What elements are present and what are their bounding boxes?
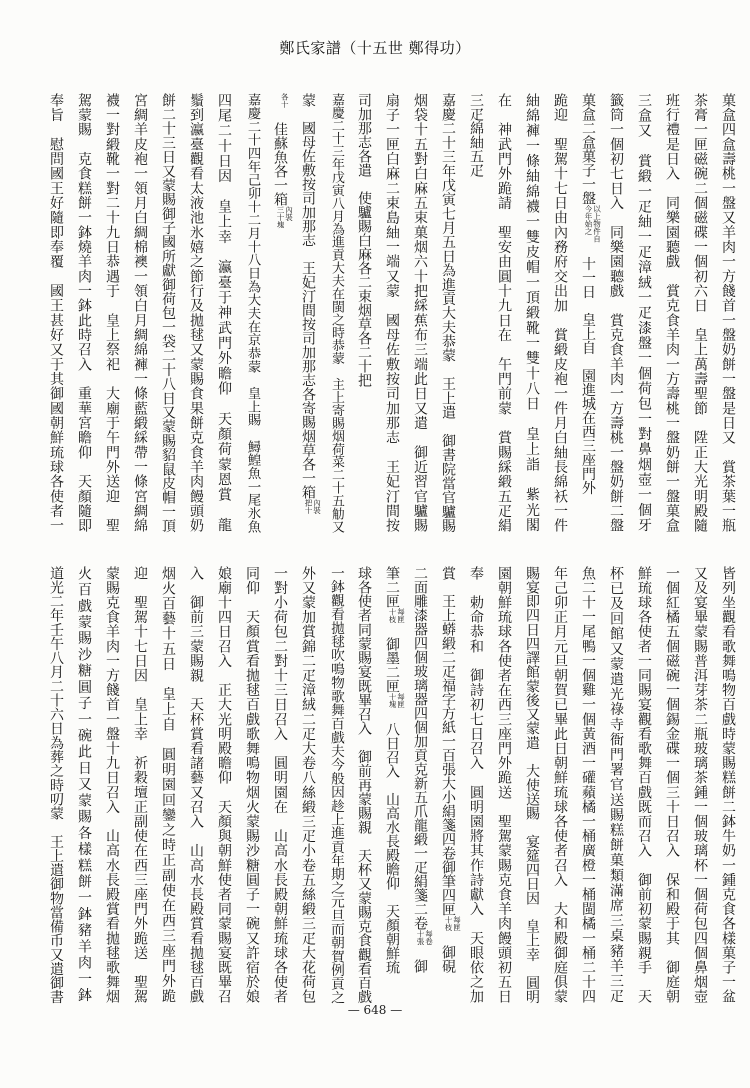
- text-segment: 又及宴畢蒙賜普洱芽茶二瓶玻璃茶鍾一個玻璃杯一個荷包四個鼻烟壺: [692, 566, 708, 1004]
- interlinear-note: [584, 205, 601, 243]
- note-line: 每匣: [396, 693, 406, 708]
- text-segment: 嘉慶二十三年戊寅七月五日為進貢大夫恭蒙 王上遣 御書院當官驢賜: [440, 93, 456, 533]
- column-text: [356, 93, 372, 387]
- column-text: [664, 93, 680, 533]
- column-text: [412, 93, 428, 533]
- column-text: [104, 93, 120, 533]
- text-segment: 菓盒二盒菓子一盤: [580, 93, 596, 205]
- text-segment: 二面雕漆器四個玻璃器四個加貢克新五爪龍緞一疋絹箋二卷: [412, 566, 428, 930]
- text-segment: 娘廟十四日召入 正大光明殿瞻仰 天顏與朝鮮使者同蒙賜宴既畢召: [216, 566, 232, 1004]
- text-segment: 扇子一匣白麻二束島紬一端又蒙 國母佐敷按司加那志 王妃汀間按: [384, 93, 400, 534]
- text-segment: 外又蒙加賞錦二疋漳絨二疋大卷八絲緞三疋小卷五絲緞三疋大花荷包: [300, 566, 316, 1004]
- column-text: [496, 566, 512, 1004]
- text-segment: 賜宴即四日四譯館蒙後又蒙遣 大使送賜 宴筵四日因 皇上幸 圓明: [524, 566, 540, 1005]
- text-column: [686, 566, 714, 1006]
- column-text: [496, 93, 512, 533]
- text-segment: 一個紅橘五個磁碗一個錫金碟一個三十日召入 保和殿于其 御庭朝: [664, 566, 680, 1004]
- column-text: [384, 566, 406, 974]
- text-segment: 一對小荷包二對十三日召入 圓明園在 山高水長殿朝鮮琉球各使者: [272, 566, 288, 1004]
- column-text: [272, 93, 294, 229]
- text-column: [462, 566, 490, 1006]
- text-column: [434, 566, 462, 1006]
- text-segment: 十一日 皇上自 園進城在西三座門外: [580, 242, 596, 495]
- text-column: [294, 566, 322, 1006]
- text-column: [462, 93, 490, 535]
- text-segment: 鮮琉球各使者一同賜宴觀看歌舞百戲既而召入 御前初蒙賜親手 天: [636, 566, 652, 1004]
- interlinear-note: [416, 930, 433, 945]
- text-column: [574, 93, 602, 535]
- column-text: [440, 93, 456, 533]
- note-line: 把十: [304, 499, 313, 514]
- text-segment: 菓盒四盒壽桃一盤又羊肉一方餞首一盤奶餅一盤是日又 賞茶葉一瓶: [720, 93, 736, 534]
- text-segment: 襪一對緞靴一對二十九日恭遇于 皇上祭祀 大廟于午門外送迎 聖: [104, 93, 120, 534]
- text-segment: 佳蘇魚各一箱: [272, 108, 288, 206]
- text-column: [98, 93, 126, 535]
- text-segment: 嘉慶二十三年戊寅八月為進貢大夫在閩之時恭蒙 主上寄賜烟荷菜二十五觔又: [329, 93, 344, 533]
- text-segment: 皆列坐觀看歌舞鳴物百戲時蒙賜糕餅二鉢牛奶一鍾克食各樣菓子一盆: [720, 566, 736, 1004]
- text-column: [630, 93, 658, 535]
- text-column: [434, 93, 462, 535]
- column-text: [552, 93, 568, 533]
- text-column: [294, 93, 322, 535]
- text-column: [546, 93, 574, 535]
- note-line: 十塊: [388, 693, 397, 708]
- text-column: [322, 93, 350, 535]
- text-segment: 蒙 國母佐敷按司加那志 王妃汀間按司加那志各寄賜烟草各一箱: [300, 93, 316, 499]
- text-column: [210, 93, 238, 535]
- text-column: [70, 93, 98, 535]
- column-text: [188, 93, 204, 533]
- text-segment: 園朝鮮琉球各使者在西三座門外跪送 聖駕蒙賜克食羊肉饅頭初五日: [496, 566, 512, 1004]
- text-column: [378, 566, 406, 1006]
- column-text: [188, 566, 204, 1004]
- text-segment: 御硯: [440, 931, 456, 973]
- text-segment: 奉 勅命恭和 御詩初七日召入 圓明園將其作詩獻入 天眼依之加: [468, 566, 484, 1004]
- text-segment: 烟火百藝十五日 皇上自 圓明園回鑾之時正副使在西三座門外跪: [160, 566, 176, 1004]
- column-text: [636, 566, 652, 1004]
- column-text: [272, 566, 288, 1004]
- text-column: [70, 566, 98, 1006]
- text-segment: 八日召入 山高水長殿瞻仰 天顏朝鮮琉: [384, 708, 400, 974]
- text-column: [98, 566, 126, 1006]
- column-text: [384, 93, 400, 533]
- note-line: 十枝: [444, 916, 453, 931]
- column-text: [552, 566, 568, 1004]
- text-column: [182, 566, 210, 1006]
- column-text: [636, 93, 652, 533]
- text-segment: 杯已及回館又蒙遣光祿寺衙門署官送賜糕餅菓類滿席三桌豬羊三疋: [608, 566, 624, 1004]
- text-column: [546, 566, 574, 1006]
- column-text: [76, 93, 92, 533]
- text-column: [490, 93, 518, 535]
- text-column: [714, 93, 742, 535]
- text-column: [406, 566, 434, 1006]
- text-segment: 在 神武門外跪請 聖安由圓十九日在 午門前蒙 賞賜綵緞五疋絹: [496, 93, 512, 534]
- upper-text-block: [42, 93, 742, 535]
- text-column: [154, 93, 182, 535]
- text-segment: 宮綢羊皮袍一領月白綢棉襖一領白月綢綿褲一條藍緞綵帶一條宮綢綿: [132, 93, 148, 534]
- column-text: [160, 93, 176, 533]
- text-segment: 道光二年壬午八月二十六日為葬之時叨蒙 王上遣御物當備币又遣御書: [48, 566, 64, 1005]
- column-text: [356, 566, 372, 1004]
- text-segment: 跪迎 聖駕十七日由內務府交出加 賞緞皮袍一件月白紬長綿袄一件: [552, 93, 568, 534]
- column-text: [440, 566, 462, 973]
- column-text: [524, 93, 540, 533]
- text-column: [350, 93, 378, 535]
- text-column: [126, 93, 154, 535]
- column-text: [132, 566, 148, 1004]
- text-segment: 年己卯正月元旦朝賀已畢此日朝鮮琉球各使者召入 大和殿御庭俱蒙: [552, 566, 568, 1004]
- note-line: 每匣: [452, 916, 462, 931]
- text-segment: 紬綿褲一條紬綿襪一雙皮帽一頂緞靴一雙十八日 皇上詣 紫光閣: [524, 93, 540, 533]
- text-column: [126, 566, 154, 1006]
- text-column: [630, 566, 658, 1006]
- note-line: 內裝: [312, 499, 322, 514]
- text-segment: 筆二匣: [384, 566, 400, 608]
- text-column: [238, 566, 266, 1006]
- text-column: [518, 93, 546, 535]
- text-segment: 籤筒一個初七日入 同樂園聽戲 賞克食羊肉一方壽桃一盤奶餅二盤: [608, 93, 624, 534]
- column-text: [300, 566, 316, 1004]
- text-segment: 烟袋十五對白麻五束菓烟六十把綵蕉布三端此日又遣 御近習官驢賜: [412, 93, 428, 534]
- text-column: [266, 566, 294, 1006]
- text-segment: 同仰 天顏賞看拋毬百戲歌舞鳴物烟火蒙賜沙糖圓子一碗又許宿於娘: [244, 566, 260, 1004]
- text-column: [602, 93, 630, 535]
- text-column: [350, 566, 378, 1006]
- text-segment: 入 御前三蒙賜親 天杯賞看諸藝又召入 山高水長殿賞看拋毬百戲: [188, 566, 204, 1004]
- text-segment: 嘉慶二十四年己卯十二月十八日為大夫在京恭蒙 皇上賜 鱘鰉魚一尾氷魚: [245, 93, 260, 533]
- interlinear-note: [388, 693, 405, 708]
- column-text: [244, 566, 260, 1004]
- column-text: [720, 566, 736, 1004]
- column-text: [329, 93, 344, 533]
- text-column: [406, 93, 434, 535]
- text-column: [154, 566, 182, 1006]
- text-column: [42, 566, 70, 1006]
- note-line: 每匣: [396, 608, 406, 623]
- lower-text-block: [42, 566, 742, 1006]
- text-segment: 司加那志各遣 使驢賜白麻各二束烟草各二十把: [356, 93, 372, 387]
- text-segment: 三盒又 賞緞一疋紬一疋漳絨一疋漆盤一個荷包一對鼻烟壺一個牙: [636, 93, 652, 533]
- text-segment: 鬚到瀛臺觀看太液池氷嬉之節行及拋毬又蒙賜食果餅克食羊肉饅頭奶: [188, 93, 204, 534]
- text-column: [658, 93, 686, 535]
- interlinear-note: [280, 93, 289, 108]
- column-text: [216, 566, 232, 1004]
- note-line: 十張: [416, 930, 425, 945]
- text-column: [182, 93, 210, 535]
- text-segment: 蒙賜克食羊肉一方餞首一盤十九日召入 山高水長殿賞看拋毬歌舞烟: [104, 566, 120, 1004]
- text-column: [714, 566, 742, 1006]
- text-segment: 球各使者同蒙賜宴既畢召入 御前再蒙賜親 天杯又蒙賜克食觀看百戲: [356, 566, 372, 1005]
- text-column: [574, 566, 602, 1006]
- text-segment: 魚二十一尾鴨一個雞一個黃酒一礶蘋橘一桶廣橙一桶閩橘一桶二十四: [580, 566, 596, 1004]
- text-segment: 餅二十三日又蒙賜御子國所獻御荷包一袋二十八日又蒙賜貂鼠皮帽一頂: [160, 93, 176, 533]
- text-segment: 一鉢觀看拋毬吹鳴物歌舞百戲夫今般因趁上進貢年期之元旦而朝賀例貢之: [328, 566, 344, 1005]
- column-text: [692, 566, 708, 1004]
- interlinear-note: [276, 206, 293, 229]
- text-column: [378, 93, 406, 535]
- text-column: [42, 93, 70, 535]
- text-segment: 三疋綿紬五疋: [468, 93, 484, 177]
- text-column: [266, 93, 294, 535]
- note-line: 內裝: [284, 206, 294, 221]
- column-text: [720, 93, 736, 533]
- text-column: [658, 566, 686, 1006]
- text-segment: 御墨二匣: [384, 623, 400, 693]
- page-number: — 648 —: [347, 1003, 403, 1017]
- note-line: 十枝: [388, 608, 397, 623]
- text-segment: 迎 聖駕十七日因 皇上幸 祈穀壇正副使在西三座門外跪送 聖駕: [132, 566, 148, 1004]
- text-column: [518, 566, 546, 1006]
- column-text: [692, 93, 708, 533]
- note-line: 三十塊: [276, 206, 285, 229]
- note-line: 今年始之: [584, 205, 593, 235]
- column-text: [245, 93, 260, 533]
- text-column: [686, 93, 714, 535]
- column-text: [580, 566, 596, 1004]
- text-segment: 四尾二十日因 皇上幸 瀛臺于神武門外瞻仰 天顏荷蒙恩賞 龍: [216, 93, 232, 533]
- text-segment: 賞 王上蟒緞二疋福字方紙一百張大小絹箋四卷御筆四匣: [440, 566, 456, 916]
- column-text: [160, 566, 176, 1004]
- column-text: [76, 566, 92, 1004]
- interlinear-note: [444, 916, 461, 931]
- text-column: [490, 566, 518, 1006]
- interlinear-note: [388, 608, 405, 623]
- column-text: [580, 93, 602, 495]
- text-column: [238, 93, 266, 535]
- interlinear-note: [304, 499, 321, 514]
- column-text: [608, 93, 624, 533]
- column-text: [608, 566, 624, 1004]
- column-text: [524, 566, 540, 1004]
- text-segment: 御: [412, 945, 428, 973]
- text-segment: 駕蒙賜 克食糕餅一鉢燒羊肉一鉢此時召入 重華宮瞻仰 天顏隨即: [76, 93, 92, 534]
- text-segment: 奉旨 慰問國王好隨即奉覆 國王甚好又于其御國朝鮮琉球各使者一: [48, 93, 64, 534]
- column-text: [132, 93, 148, 533]
- text-segment: 班行禮是日入 同樂園聽戲 賞克食羊肉一方壽桃一盤奶餅一盤菓盒: [664, 93, 680, 534]
- note-line: 各十: [280, 93, 290, 108]
- note-line: 每卷: [424, 930, 434, 945]
- running-header: 鄭氏家譜（十五世 鄭得功）: [279, 39, 471, 57]
- text-segment: 火百戲蒙賜沙糖圓子一碗此日又蒙賜各樣糕餅一鉢豬羊肉一鉢: [76, 566, 92, 1004]
- column-text: [412, 566, 434, 973]
- column-text: [216, 93, 232, 533]
- note-line: 以上物件自: [592, 205, 602, 243]
- column-text: [48, 566, 64, 1004]
- column-text: [468, 566, 484, 1004]
- column-text: [664, 566, 680, 1004]
- text-column: [602, 566, 630, 1006]
- text-segment: 茶膏一匣磁碗二個磁碟一個初六日 皇上萬壽聖節 陞正大光明殿隨: [692, 93, 708, 534]
- text-column: [322, 566, 350, 1006]
- column-text: [104, 566, 120, 1004]
- column-text: [300, 93, 322, 514]
- column-text: [328, 566, 344, 1004]
- text-column: [210, 566, 238, 1006]
- column-text: [48, 93, 64, 533]
- column-text: [468, 93, 484, 177]
